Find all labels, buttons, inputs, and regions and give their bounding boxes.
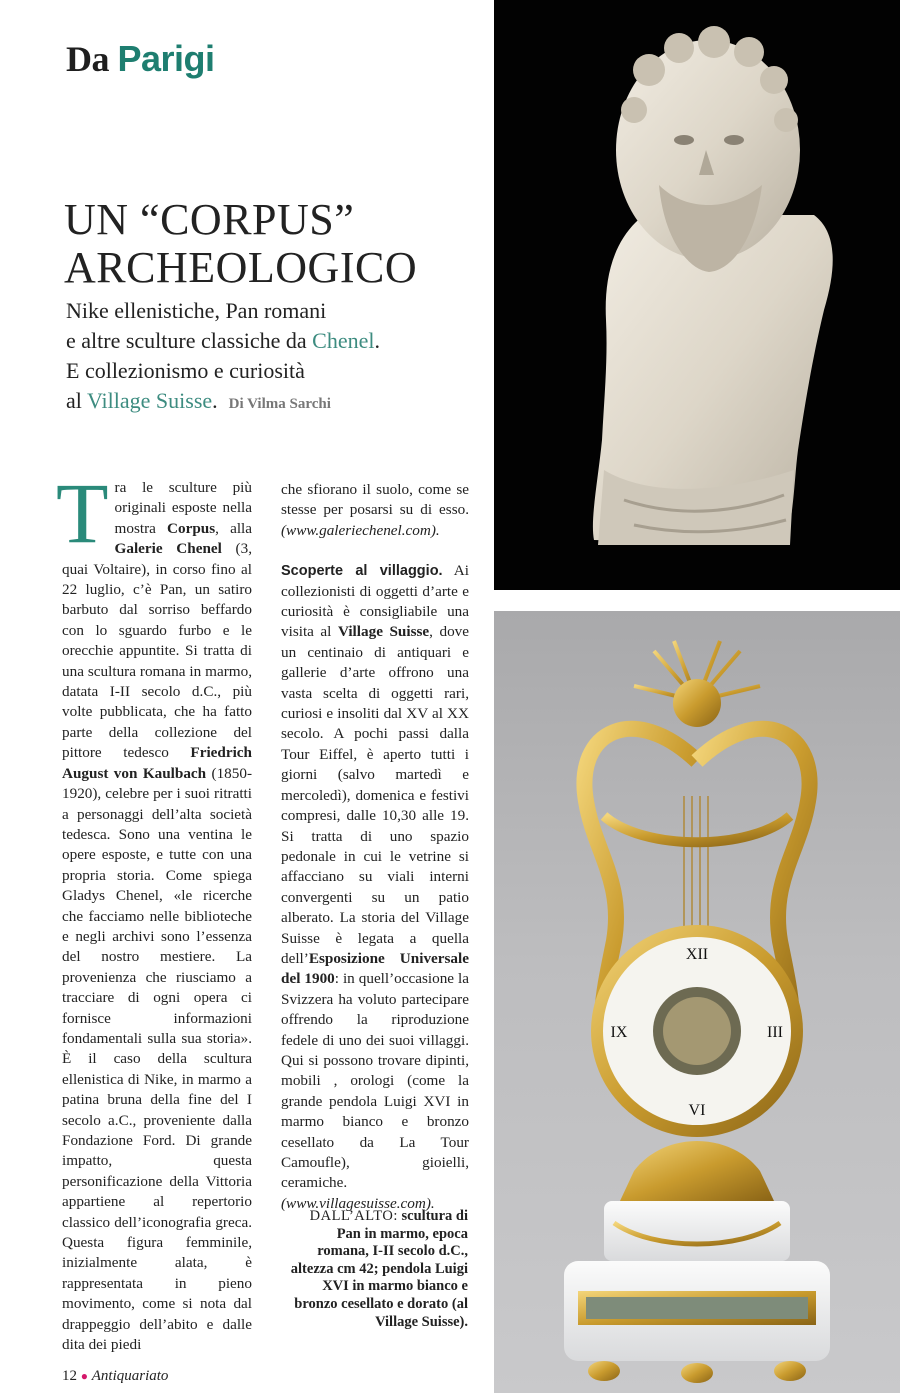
bold-text: Galerie Chenel [114,540,222,558]
clock-photo [494,611,900,1393]
pan-bust-image [494,0,900,590]
folio-dot-icon: ● [80,1369,88,1383]
body-text: ra le sculture più originali esposte nella mostra [114,479,252,537]
deck-line-3: E collezionismo e curiosità [66,358,305,383]
subhead: Scoperte al villaggio. [281,563,443,580]
deck-highlight-chenel: Chenel [312,328,375,353]
svg-text:IX: IX [610,1024,628,1041]
article-deck [66,296,486,419]
magazine-name: Antiquariato [91,1368,169,1384]
body-text: che sfiorano il suolo, come se stesse per posarsi su di esso. [281,481,469,519]
article-paragraph-1 [56,465,252,1355]
deck-text: al [66,388,87,413]
article-paragraph-1-continued [281,480,469,541]
louis-xvi-clock-image [494,611,900,1393]
bold-text: Esposizione Universale del 1900 [281,949,469,988]
byline: Di Vilma Sarchi [228,396,331,412]
kicker-prefix: Da [66,39,109,79]
bold-text: Friedrich August von Kaulbach [62,744,252,782]
body-text: Ai collezionisti di oggetti d’arte e curiosità è consigliabile una visita al [281,562,469,641]
svg-text:III: III [767,1024,783,1041]
deck-line-2 [66,326,486,356]
photo-caption [288,1208,468,1331]
deck-text: . [212,388,218,413]
svg-text:XII: XII [685,946,709,963]
headline-line-1: UN “CORPUS” [64,195,355,244]
section-kicker [66,38,215,80]
body-text: (1850-1920), celebre per i suoi ritratti a personaggi dell’alta società tedesca. Sono una ventina le opere esposte, e tutte con una propria storia. Come spiega Gladys Chenel, «le ricerche che facciamo nelle biblioteche e negli archivi sono l’essenza del nostro mestiere. La provenienza che riusciamo a tracciare di ogni opera ci fornisce informazioni fondamentali sulla sua storia». È il caso della scultura ellenistica di Nike, in marmo a patina bruna della fine del I secolo a.C., proveniente dalla Fondazione Ford. Di grande impatto, questa personificazione della Vittoria appartiene al repertorio classico dell’iconografia greca. Questa figura femminile, inizialmente alata, è rappresentata in pieno movimento, come si nota dal drappeggio dell’abito e dalle dita dei piedi [62,764,252,1354]
body-text: : in quell’occasione la Svizzera ha voluto partecipare offrendo la riproduzione fedele di uno dei suoi villaggi. Qui si possono trovare dipinti, mobili , orologi (come la grande pendola Luigi XVI in marmo bianco e bronzo cesellato da La Tour Camoufle), gioielli, ceramiche. [281,970,469,1192]
website-link: (www.villagesuisse.com). [281,1194,435,1212]
paragraph-gap [281,541,469,561]
headline-line-2: ARCHEOLOGICO [64,243,418,292]
body-text: , dove un centinaio di antiquari e gallerie d’arte offrono una vasta scelta di oggetti rari, curiosi e insoliti dal XV al XX secolo. A pochi passi dalla Tour Eiffel, è aperto tutti i giorni (salvo martedì e mercoledì), domenica e festivi compresi, dalle 10,30 alle 19. Si tratta di uno spazio pedonale in cui le vetrine si affacciano su viali interni convergenti su un patio alberato. La storia del Village Suisse è legata a quella dell’ [281,623,469,967]
svg-text:VI: VI [688,1102,706,1119]
deck-text: e altre sculture classiche da [66,328,313,353]
page-number: 12 [62,1368,77,1384]
caption-lead: DALL’ALTO: [309,1208,398,1224]
kicker-city: Parigi [117,38,215,79]
pan-sculpture-photo [494,0,900,590]
deck-line-4 [66,386,486,419]
bold-text: Village Suisse [337,623,430,641]
article-column-1 [56,465,252,1355]
website-link: (www.galeriechenel.com). [281,521,440,539]
bold-text: Corpus [167,519,216,537]
body-text: , alla [215,519,252,537]
article-headline [64,196,417,292]
article-paragraph-2 [281,561,469,1214]
deck-line-1: Nike ellenistiche, Pan romani [66,298,327,323]
article-column-2 [281,480,469,1214]
body-text: (3, quai Voltaire), in corso fino al 22 luglio, c’è Pan, un satiro barbuto dal sorriso beffardo con lo sguardo furbo e le orecchie appuntite. Si tratta di una scultura romana in marmo, datata I-II secolo d.C., più volte pubblicata, che ha fatto parte della collezione del pittore tedesco [62,540,252,762]
page-folio [62,1368,168,1385]
deck-text: . [374,328,380,353]
drop-cap: T [56,465,109,561]
caption-text: scultura di Pan in marmo, epoca romana, I-II secolo d.C., altezza cm 42; pendola Luigi XVI in marmo bianco e bronzo cesellato e dorato (al Village Suisse). [290,1208,468,1330]
deck-highlight-village: Village Suisse [86,388,213,413]
